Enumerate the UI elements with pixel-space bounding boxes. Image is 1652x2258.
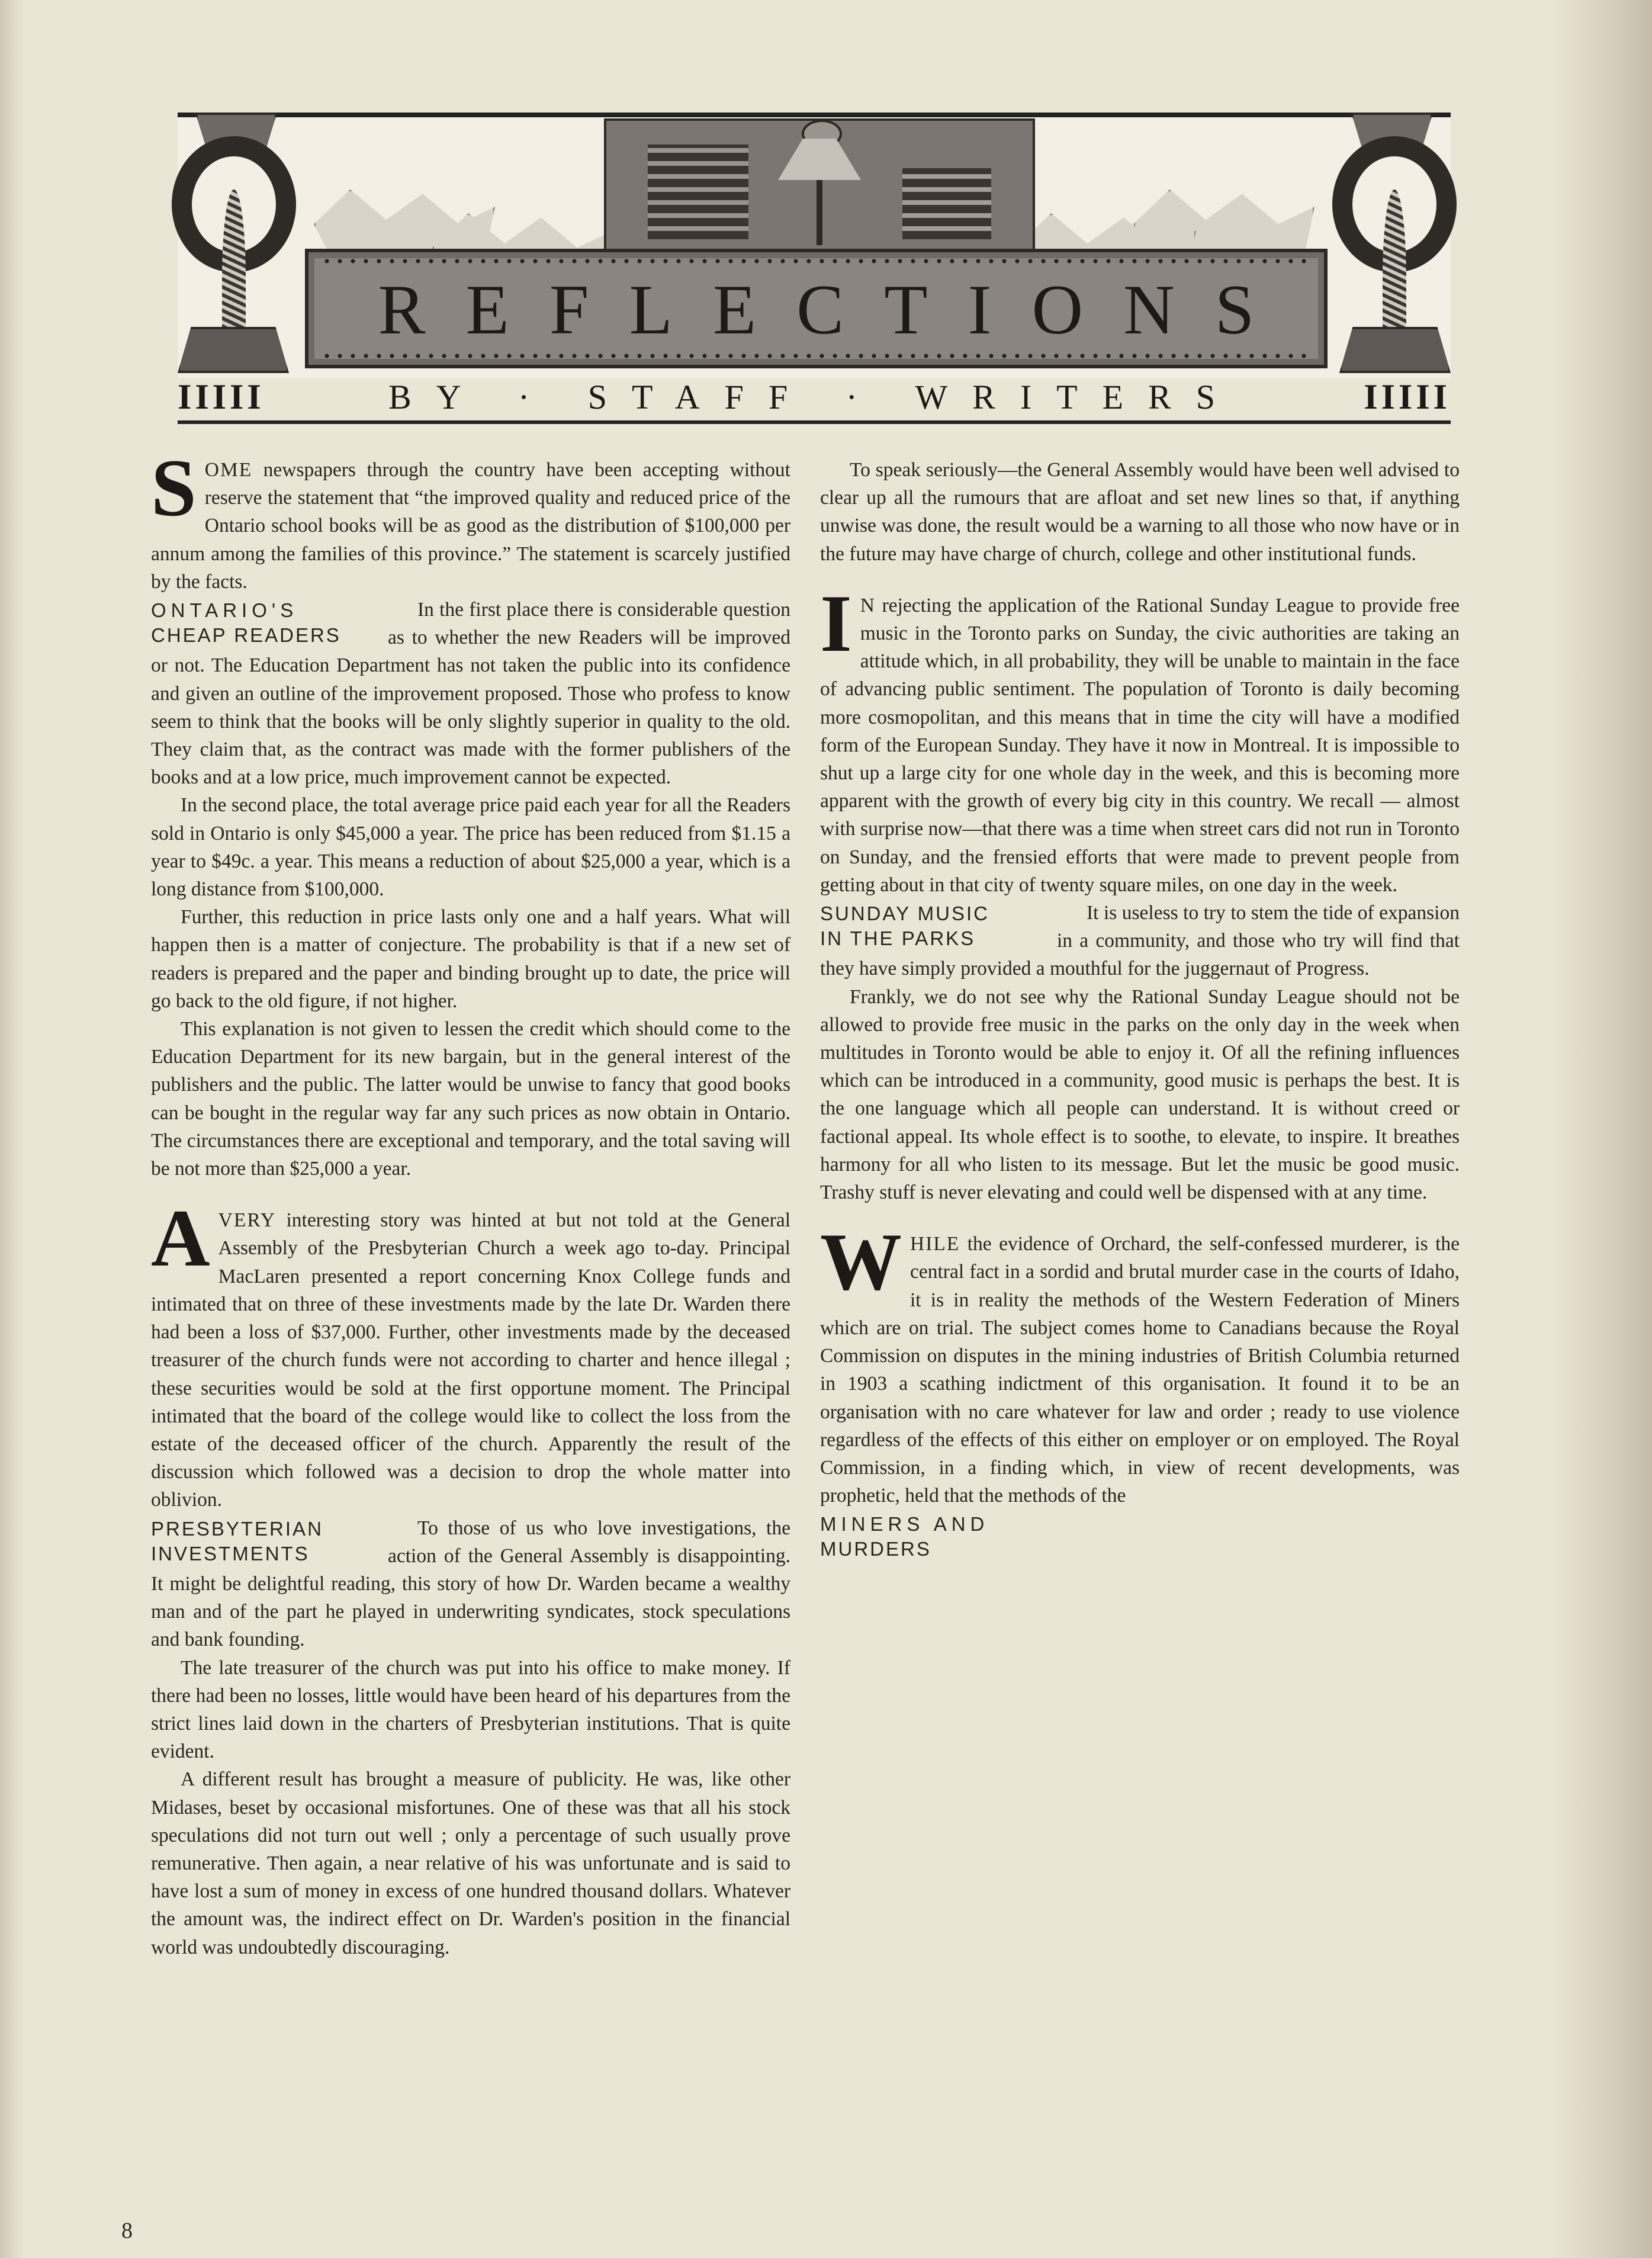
- sidehead: [151, 598, 376, 648]
- header-rule: [178, 420, 1451, 424]
- article-sunday-music: [820, 577, 1460, 1206]
- drop-cap: A: [151, 1193, 210, 1284]
- page-edge-right: [1551, 0, 1652, 2258]
- paragraph: In the second place, the total average price paid each year for all the Readers sold in Ontario is only $45,000 a year. The price has been reduced from $1.15 a year to $49c. a year. This means a reduction of about $25,000 a year, which is a long distance from $100,000.: [151, 794, 790, 901]
- paragraph: This explanation is not given to lessen the credit which should come to the Education Department for its new bargain, but in the general interest of the publishers and the public. The latter would be unwise to fancy that good books can be bought in the regular way far any such prices as now obtain in Ontario. The circumstances there are exceptional and temporary, and the total saving will be not more than $25,000 a year.: [151, 1018, 790, 1180]
- book-stack-icon: [902, 168, 991, 239]
- sidehead: [820, 1512, 1045, 1562]
- lead-word: OME: [204, 459, 253, 481]
- sidehead-line: INVESTMENTS: [151, 1542, 310, 1565]
- title-panel: [305, 249, 1328, 368]
- paragraph: [820, 1216, 1460, 1509]
- sidehead: [151, 1517, 376, 1566]
- paragraph: To speak seriously—the General Assembly would have been well advised to clear up all the rumours that are afloat and set new lines so that, if anything unwise was done, the result would be a warning to all those who now have or in the future may have charge of church, college and other institutional funds.: [820, 459, 1460, 565]
- paragraph: Frankly, we do not see why the Rational Sunday League should not be allowed to provide free music in the parks on the only day in the week when multitudes in Toronto would be able to enjoy it. Of all the refining influences which can be introduced in a community, good music is perhaps the best. It is the one language which all people can understand. It is without creed or factional appeal. Its whole effect is to soothe, to elevate, to inspire. It breathes harmony for all who listen to its message. But let the music be good music. Trashy stuff is never elevating and could well be dispensed with at any time.: [820, 985, 1460, 1204]
- paragraph: [151, 442, 790, 596]
- article-ontario-readers: [151, 442, 790, 1183]
- sidehead-line: MURDERS: [820, 1538, 931, 1560]
- sidehead-line: IN THE PARKS: [820, 927, 976, 950]
- lead-word: VERY: [218, 1209, 277, 1232]
- paragraph-text: interesting story was hinted at but not told at the General Assembly of the Presbyterian Church a week ago to-day. Principal MacLaren presented a report concerning Knox College funds and intimated that on three of these investments made by the late Dr. Warden there had been a loss of $37,000. Further, other investments made by the deceased treasurer of the church funds were not according to charter and hence illegal ; these securities would be sold at the first opportune moment. The Principal intimated that the board of the college would like to collect the loss from the estate of the deceased officer of the church. Apparently the result of the discussion which followed was a decision to drop the whole matter into oblivion.: [151, 1209, 790, 1511]
- article-presbyterian-continued: [820, 456, 1460, 568]
- sidehead-line: CHEAP READERS: [151, 624, 341, 647]
- paragraph-text: newspapers through the country have been accepting without reserve the statement that “the improved quality and reduced price of the Ontario school books will be as good as the distribution of $100,000 per annum among the families of this province.” The statement is scarcely justified by the facts.: [151, 459, 790, 593]
- column-right: [820, 456, 1460, 1565]
- page-title: REFLECTIONS: [378, 270, 1295, 349]
- book-stack-icon: [648, 144, 748, 239]
- lamp-shade-icon: [778, 139, 861, 180]
- dotted-border: [320, 258, 1312, 264]
- pedestal-left-icon: [178, 327, 289, 373]
- paragraph: The late treasurer of the church was put into his office to make money. If there had been no losses, little would have been heard of his departures from the strict lines laid down in the charters of Presbyterian institutions. That is quite evident.: [151, 1656, 790, 1763]
- article-miners-murders: [820, 1216, 1460, 1560]
- dotted-border: [320, 353, 1312, 359]
- sidehead-line: ONTARIO'S: [151, 599, 298, 622]
- header-banner: [178, 113, 1451, 416]
- pedestal-right-icon: [1339, 327, 1451, 373]
- page-edge-left: [0, 0, 24, 2258]
- drop-cap: S: [151, 442, 197, 533]
- article-presbyterian-investments: [151, 1193, 790, 1961]
- page-number: 8: [121, 2218, 133, 2243]
- drop-cap: W: [820, 1216, 902, 1308]
- sidehead-line: SUNDAY MUSIC: [820, 902, 989, 925]
- paragraph-text: rejecting the application of the Rational Sunday League to provide free music in the Toronto parks on Sunday, the civic authorities are taking an attitude which, in all probability, they will be unable to maintain in the face of advancing public sentiment. The population of Toronto is daily becoming more cosmopolitan, and this means that in time the city will have a modified form of the European Sunday. They have it now in Montreal. It is impossible to shut up a large city for one whole day in the week, and this is becoming more apparent with the growth of every big city in this country. We recall — almost with surprise now—that there was a time when street cars did not run in Toronto on Sunday, and the frensied efforts that were made to prevent people from getting about in that city of twenty square miles, on one day in the week.: [820, 594, 1460, 896]
- drop-cap: I: [820, 577, 852, 669]
- lead-word: N: [860, 594, 876, 616]
- paragraph: In the first place there is considerable question as to whether the new Readers will be improved or not. The Education Department has not taken the public into its confidence and given an outline of the improvement proposed. Those who profess to know seem to think that the books will be only slightly superior in quality to the old. They claim that, as the contract was made with the former publishers of the books and at a low price, much improvement cannot be expected.: [151, 599, 790, 789]
- tick-ornament: IIIII: [1364, 377, 1451, 416]
- paragraph: To those of us who love investigations, the action of the General Assembly is disappointing. It might be delightful reading, this story of how Dr. Warden became a wealthy man and of the part he played in underwriting syndicates, stock speculations and bank founding.: [151, 1517, 790, 1651]
- paragraph: [151, 1193, 790, 1514]
- byline-text: BY · STAFF · WRITERS: [388, 377, 1240, 416]
- lead-word: HILE: [910, 1233, 960, 1255]
- byline: [178, 376, 1451, 417]
- sidehead-line: MINERS AND: [820, 1513, 989, 1536]
- sidehead-line: PRESBYTERIAN: [151, 1517, 323, 1540]
- paragraph: A different result has brought a measure of publicity. He was, like other Midases, beset by occasional misfortunes. One of these was that all his stock speculations did not turn out well ; only a percentage of such usually prove remunerative. Then again, a near relative of his was unfortunate and is said to have lost a sum of money in excess of one hundred thousand dollars. Whatever the amount was, the indirect effect on Dr. Warden's position in the financial world was undoubtedly discouraging.: [151, 1768, 790, 1958]
- tick-ornament: IIIII: [178, 377, 265, 416]
- desk-lamp-books-illustration: [604, 118, 1035, 253]
- lamp-stem-icon: [817, 180, 822, 245]
- sidehead: [820, 901, 1045, 951]
- paragraph: Further, this reduction in price lasts only one and a half years. What will happen then is a matter of conjecture. The probability is that if a new set of readers is prepared and the paper and binding brought up to date, the price will go back to the old figure, if not higher.: [151, 906, 790, 1012]
- paragraph: [820, 577, 1460, 899]
- paragraph: It is useless to try to stem the tide of expansion in a community, and those who try will find that they have simply provided a mouthful for the juggernaut of Progress.: [820, 902, 1460, 980]
- column-left: [151, 442, 790, 1985]
- paragraph-text: the evidence of Orchard, the self-confessed murderer, is the central fact in a sordid and brutal murder case in the courts of Idaho, it is in reality the methods of the Western Federation of Miners which are on trial. The subject comes home to Canadians because the Royal Commission on disputes in the mining industries of British Columbia returned in 1903 a scathing indictment of this organisation. It found it to be an organisation with no care whatever for law and order ; ready to use violence regardless of the effects of this either on employer or on employed. The Royal Commission, in a finding which, in view of recent developments, was prophetic, held that the methods of the: [820, 1233, 1460, 1507]
